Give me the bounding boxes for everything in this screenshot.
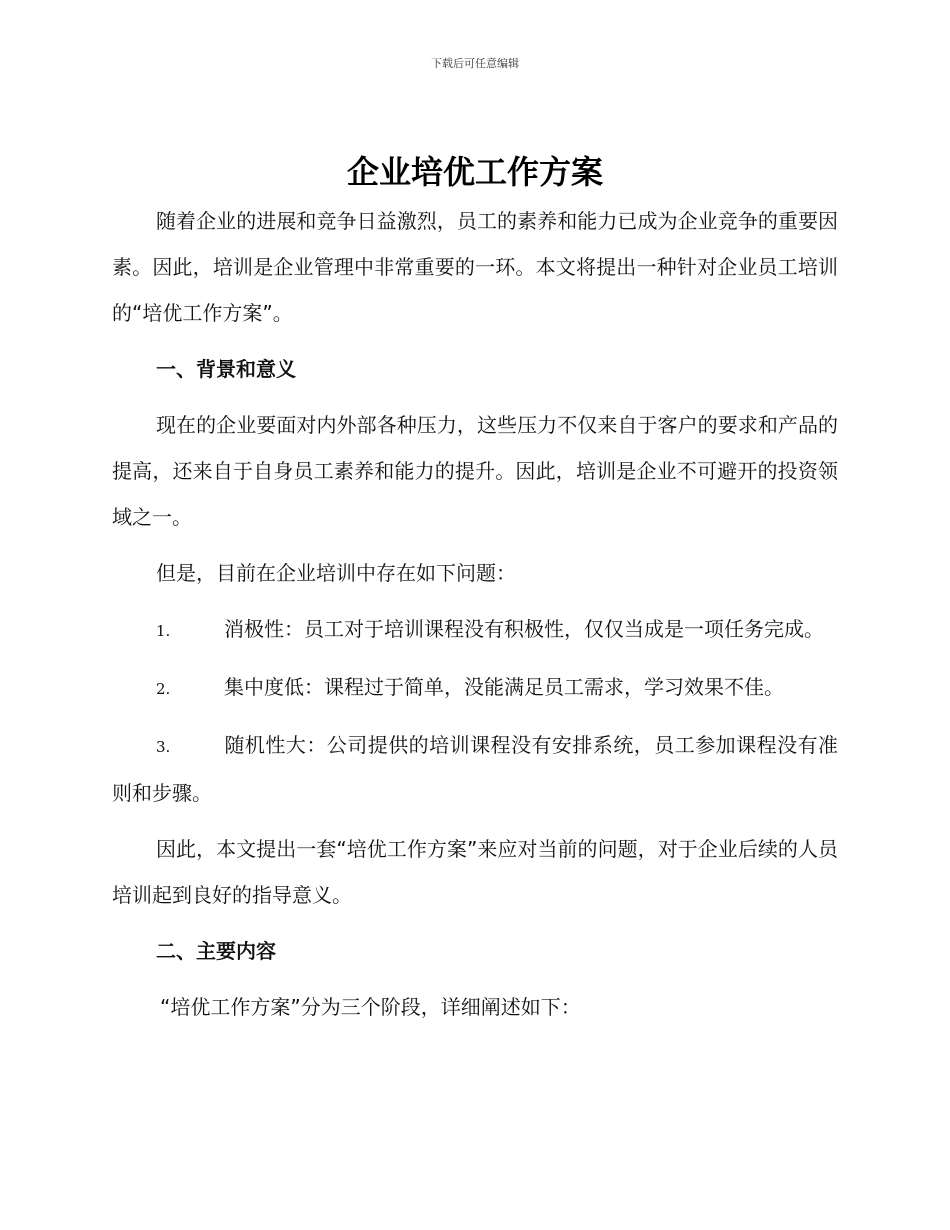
list-item (112, 722, 838, 816)
list-item-text: 随机性大：公司提供的培训课程没有安排系统，员工参加课程没有准则和步骤。 (112, 733, 838, 805)
list-item (112, 664, 838, 712)
document-title: 企业培优工作方案 (346, 153, 603, 191)
conclusion-paragraph: 因此，本文提出一套“培优工作方案”来应对当前的问题，对于企业后续的人员培训起到良好的指导意义。 (112, 837, 838, 907)
main-content-paragraph: “培优工作方案”分为三个阶段，详细阐述如下： (160, 995, 581, 1019)
list-item (112, 606, 838, 654)
problems-intro-paragraph: 但是，目前在企业培训中存在如下问题： (156, 561, 516, 585)
list-number: 1. (156, 622, 171, 640)
list-item-text: 集中度低：课程过于简单，没能满足员工需求，学习效果不佳。 (224, 675, 784, 699)
section-heading-background: 一、背景和意义 (156, 357, 296, 381)
section-heading-main-content: 二、主要内容 (156, 939, 276, 963)
list-item-text: 消极性：员工对于培训课程没有积极性，仅仅当成是一项任务完成。 (224, 617, 824, 641)
header-note: 下载后可任意编辑 (431, 57, 519, 70)
background-paragraph: 现在的企业要面对内外部各种压力，这些压力不仅来自于客户的要求和产品的提高，还来自于自身员工素养和能力的提升。因此，培训是企业不可避开的投资领域之一。 (112, 413, 838, 529)
document-body (112, 198, 838, 1040)
intro-paragraph: 随着企业的进展和竞争日益激烈，员工的素养和能力已成为企业竞争的重要因素。因此，培训是企业管理中非常重要的一环。本文将提出一种针对企业员工培训的“培优工作方案”。 (112, 209, 838, 325)
list-number: 3. (156, 738, 171, 756)
list-number: 2. (156, 680, 171, 698)
